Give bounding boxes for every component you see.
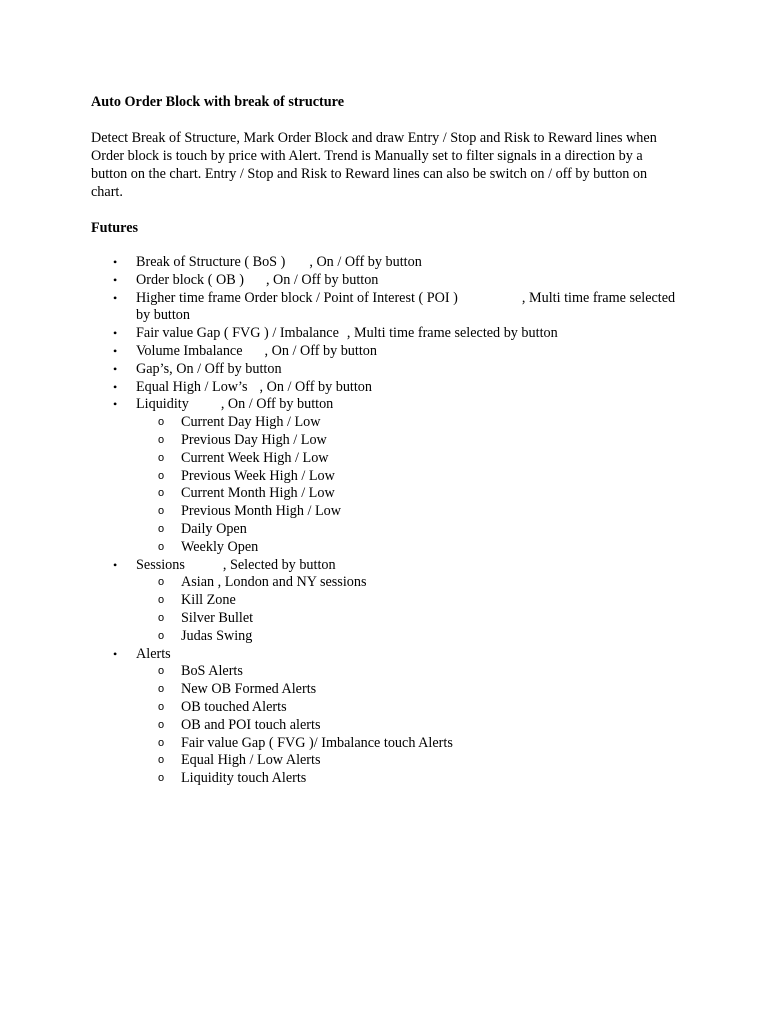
- sub-list-item: [136, 752, 676, 770]
- bullet-icon: •: [113, 343, 118, 358]
- feature-detail: , Multi time frame selected by button: [136, 289, 676, 324]
- circle-bullet-icon: o: [158, 629, 165, 642]
- liquidity-sublist: [136, 414, 676, 556]
- feature-detail: , On / Off by button: [309, 254, 422, 270]
- sub-item-label: Weekly Open: [181, 538, 259, 555]
- feature-detail: , On / Off by button: [220, 396, 334, 413]
- circle-bullet-icon: o: [158, 522, 165, 535]
- document-title: Auto Order Block with break of structure: [91, 94, 344, 110]
- sub-list-item: [136, 663, 676, 681]
- sub-item-label: OB and POI touch alerts: [181, 716, 321, 733]
- circle-bullet-icon: o: [158, 505, 165, 518]
- circle-bullet-icon: o: [158, 540, 165, 553]
- feature-label: Gap’s, On / Off by button: [136, 360, 282, 377]
- list-item: [0, 290, 676, 326]
- feature-label: Sessions: [136, 556, 185, 573]
- bullet-icon: •: [113, 557, 118, 572]
- list-item: [0, 272, 676, 290]
- circle-bullet-icon: o: [158, 416, 165, 429]
- sub-list-item: [136, 539, 676, 557]
- circle-bullet-icon: o: [158, 700, 165, 713]
- circle-bullet-icon: o: [158, 754, 165, 767]
- sub-item-label: Previous Week High / Low: [181, 467, 335, 484]
- list-item: [0, 646, 676, 788]
- alerts-sublist: [136, 663, 676, 788]
- sub-item-label: Equal High / Low Alerts: [181, 752, 321, 769]
- sub-item-label: Asian , London and NY sessions: [181, 574, 367, 591]
- sub-item-label: OB touched Alerts: [181, 698, 287, 715]
- sub-item-label: BoS Alerts: [181, 663, 243, 680]
- circle-bullet-icon: o: [158, 718, 165, 731]
- sub-list-item: [136, 485, 676, 503]
- sub-item-label: New OB Formed Alerts: [181, 681, 317, 698]
- sub-list-item: [136, 628, 676, 646]
- list-item: [0, 557, 676, 646]
- feature-detail: , On / Off by button: [259, 378, 372, 395]
- list-item: [0, 379, 676, 397]
- sub-item-label: Judas Swing: [181, 627, 253, 644]
- list-item: [0, 343, 676, 361]
- bullet-icon: •: [113, 379, 118, 394]
- circle-bullet-icon: o: [158, 469, 165, 482]
- feature-label: Liquidity: [136, 396, 189, 413]
- sub-item-label: Silver Bullet: [181, 609, 254, 626]
- sub-list-item: [136, 717, 676, 735]
- sub-list-item: [136, 592, 676, 610]
- sub-list-item: [136, 450, 676, 468]
- sub-list-item: [136, 699, 676, 717]
- bullet-icon: •: [113, 255, 118, 269]
- sub-item-label: Current Week High / Low: [181, 449, 329, 466]
- sub-list-item: [136, 770, 676, 788]
- feature-detail: , Multi time frame selected by button: [346, 325, 558, 342]
- section-heading-futures: Futures: [91, 220, 139, 236]
- sub-item-label: Previous Day High / Low: [181, 431, 327, 448]
- circle-bullet-icon: o: [158, 736, 165, 749]
- circle-bullet-icon: o: [158, 433, 165, 446]
- sessions-sublist: [136, 574, 676, 645]
- sub-list-item: [136, 432, 676, 450]
- sub-item-label: Previous Month High / Low: [181, 503, 342, 520]
- circle-bullet-icon: o: [158, 451, 165, 464]
- sub-item-label: Fair value Gap ( FVG )/ Imbalance touch Alerts: [181, 734, 453, 751]
- bullet-icon: •: [113, 272, 118, 287]
- feature-detail: , On / Off by button: [265, 271, 379, 288]
- feature-label: Volume Imbalance: [136, 342, 243, 359]
- feature-label: Higher time frame Order block / Point of Interest ( POI ): [136, 289, 458, 306]
- circle-bullet-icon: o: [158, 772, 165, 785]
- sub-list-item: [136, 574, 676, 592]
- list-item: [0, 361, 676, 379]
- sub-list-item: [136, 521, 676, 539]
- circle-bullet-icon: o: [158, 683, 165, 696]
- bullet-icon: •: [113, 326, 118, 341]
- sub-item-label: Kill Zone: [181, 592, 236, 609]
- sub-list-item: [136, 468, 676, 486]
- bullet-icon: •: [113, 646, 118, 661]
- feature-detail: , Selected by button: [222, 556, 336, 573]
- list-item: [0, 396, 676, 556]
- sub-item-label: Liquidity touch Alerts: [181, 770, 307, 787]
- list-item: [0, 325, 676, 343]
- circle-bullet-icon: o: [158, 665, 165, 678]
- circle-bullet-icon: o: [158, 487, 165, 500]
- circle-bullet-icon: o: [158, 576, 165, 589]
- bullet-icon: •: [113, 397, 118, 412]
- bullet-icon: •: [113, 361, 118, 376]
- feature-label: Break of Structure ( BoS ): [136, 254, 286, 270]
- feature-label: Alerts: [136, 645, 171, 662]
- intro-paragraph: Detect Break of Structure, Mark Order Block and draw Entry / Stop and Risk to Reward lines when Order block is touch by price with Alert. Trend is Manually set to filter signals in a direction by a button on the chart. Entry / Stop and Risk to Reward lines can also be switch on / off by button on chart.: [91, 130, 657, 200]
- sub-list-item: [136, 610, 676, 628]
- feature-label: Order block ( OB ): [136, 271, 244, 288]
- sub-item-label: Daily Open: [181, 520, 247, 537]
- feature-label: Equal High / Low’s: [136, 378, 248, 395]
- sub-item-label: Current Month High / Low: [181, 485, 335, 502]
- circle-bullet-icon: o: [158, 594, 165, 607]
- feature-label: Fair value Gap ( FVG ) / Imbalance: [136, 325, 339, 342]
- feature-detail: , On / Off by button: [264, 342, 377, 359]
- features-list: [0, 254, 768, 788]
- bullet-icon: •: [113, 290, 118, 305]
- sub-list-item: [136, 503, 676, 521]
- circle-bullet-icon: o: [158, 611, 165, 624]
- sub-item-label: Current Day High / Low: [181, 414, 321, 431]
- list-item: [0, 254, 676, 272]
- sub-list-item: [136, 735, 676, 753]
- sub-list-item: [136, 414, 676, 432]
- sub-list-item: [136, 681, 676, 699]
